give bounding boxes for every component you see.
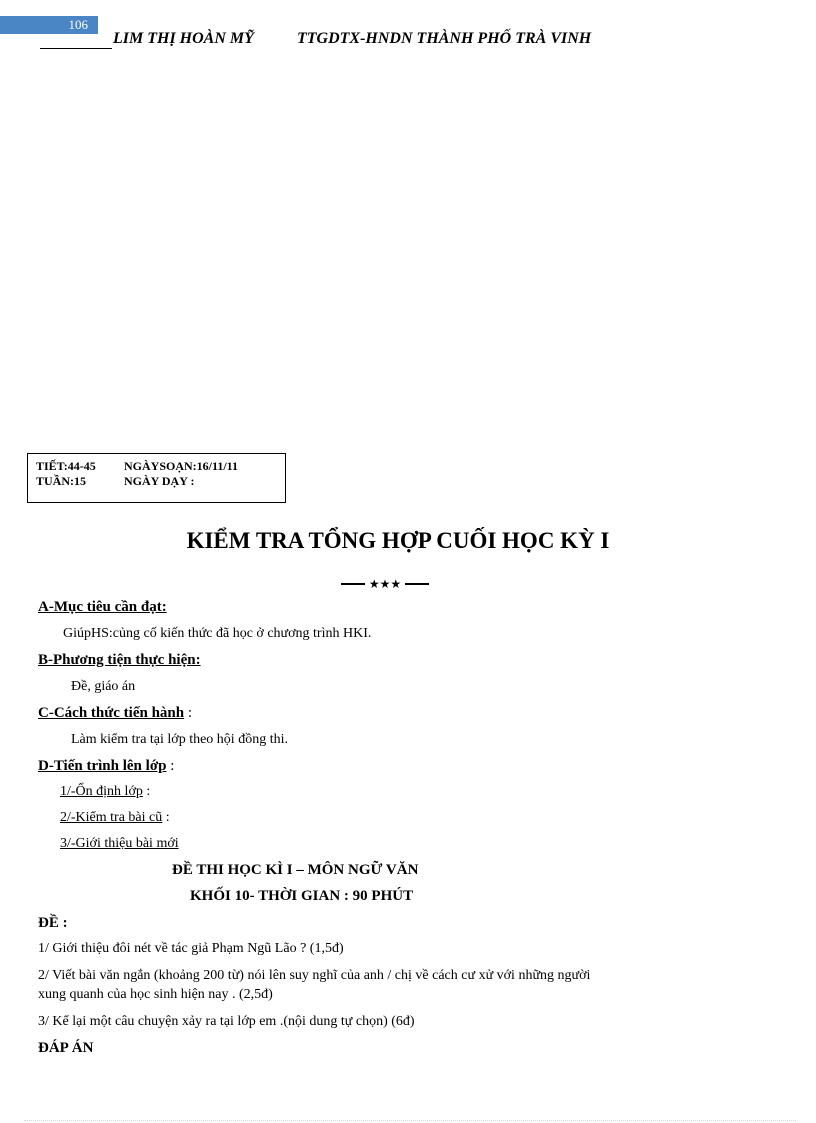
lesson-info-box xyxy=(27,453,286,503)
section-d-line xyxy=(38,758,174,775)
section-d-colon: : xyxy=(166,758,175,774)
section-b-heading: B-Phương tiện thực hiện: xyxy=(38,652,201,668)
section-c-heading: C-Cách thức tiến hành xyxy=(38,705,185,721)
section-c-line xyxy=(38,705,192,722)
page-number: 106 xyxy=(0,16,98,34)
answer-label: ĐÁP ÁN xyxy=(38,1040,94,1056)
exam-question-2-line-1: 2/ Viết bài văn ngắn (khoảng 200 từ) nói lên suy nghĩ của anh / chị về cách cư xử với những người xyxy=(38,968,591,983)
header-school: TTGDTX-HNDN THÀNH PHỐ TRÀ VINH xyxy=(297,30,592,47)
section-d-item-3: 3/-Giới thiệu bài mới xyxy=(60,836,179,851)
section-a-body: GiúpHS:củng cố kiến thức đã học ở chương trình HKI. xyxy=(63,626,372,641)
header-underline xyxy=(40,48,112,49)
ngay-soan-label: NGÀYSOẠN:16/11/11 xyxy=(124,459,239,473)
tuan-label: TUẦN:15 xyxy=(36,474,86,488)
exam-heading-2: KHỐI 10- THỜI GIAN : 90 PHÚT xyxy=(190,888,414,904)
exam-question-3: 3/ Kể lại một câu chuyện xảy ra tại lớp em .(nội dung tự chọn) (6đ) xyxy=(38,1014,415,1029)
ngay-day-label: NGÀY DẠY : xyxy=(124,474,195,488)
exam-heading-1: ĐỀ THI HỌC KÌ I – MÔN NGỮ VĂN xyxy=(172,862,419,878)
star-divider-icon xyxy=(341,577,429,591)
tiet-label: TIẾT:44-45 xyxy=(36,459,96,473)
section-d-heading: D-Tiến trình lên lớp xyxy=(38,758,167,774)
footer-divider xyxy=(24,1120,796,1121)
section-c-colon: : xyxy=(184,705,193,721)
ornament-stars: ★★★ xyxy=(368,577,402,591)
exam-question-2-line-2: xung quanh của học sinh hiện nay . (2,5đ) xyxy=(38,987,273,1002)
exam-de-label: ĐỀ : xyxy=(38,915,68,931)
section-d-item-1: 1/-Ổn định lớp : xyxy=(60,784,151,799)
page-title: KIỂM TRA TỔNG HỢP CUỐI HỌC KỲ I xyxy=(186,528,610,553)
section-d-item-2: 2/-Kiểm tra bài cũ : xyxy=(60,810,170,825)
section-a-heading: A-Mục tiêu cần đạt: xyxy=(38,599,167,615)
section-b-body: Đề, giáo án xyxy=(71,679,136,694)
header-author: LIM THỊ HOÀN MỸ xyxy=(113,30,254,47)
section-c-body: Làm kiểm tra tại lớp theo hội đồng thi. xyxy=(71,732,288,747)
exam-question-1: 1/ Giới thiệu đôi nét về tác giả Phạm Ngũ Lão ? (1,5đ) xyxy=(38,941,344,956)
